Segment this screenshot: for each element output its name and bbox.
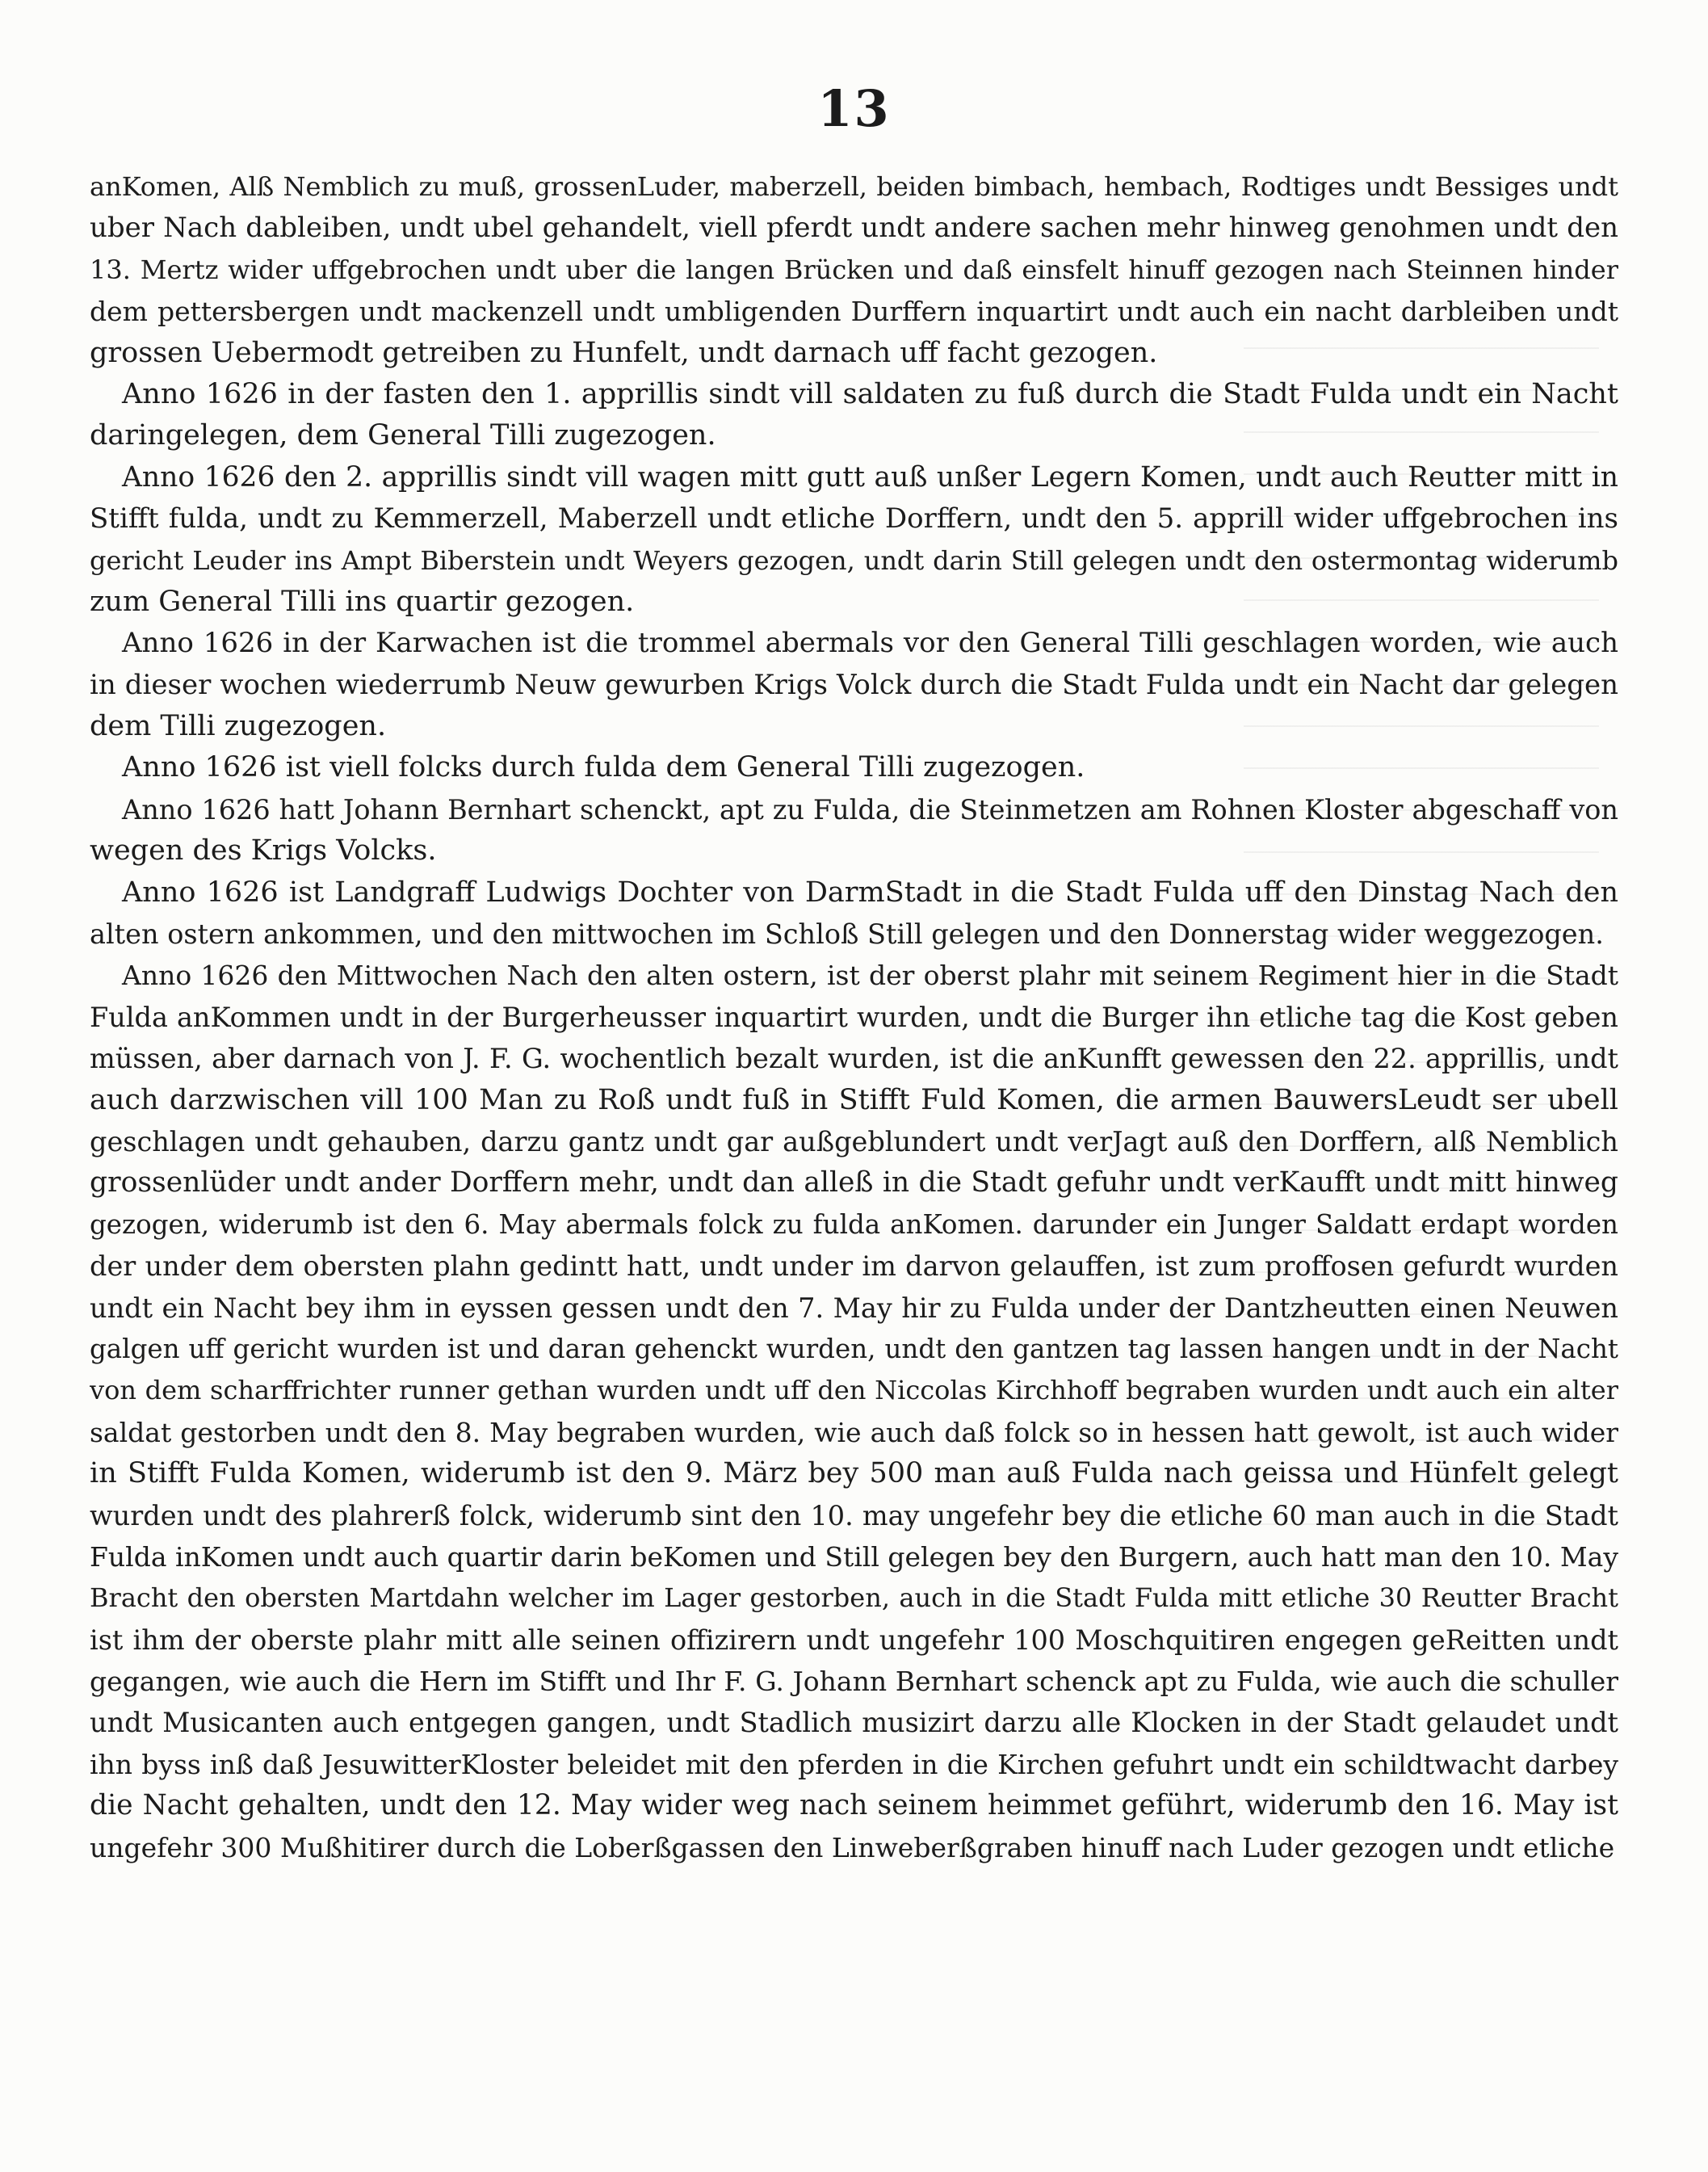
paragraph [90,166,1618,374]
text-line: uber Nach dableiben, undt ubel gehandelt, viell pferdt undt andere sachen mehr hinweg genohmen undt den [90,212,1618,245]
paragraph [90,955,1618,1868]
text-line: grossenlüder undt ander Dorffern mehr, undt dan alleß in die Stadt gefuhr undt verKaufft undt mitt hinweg [90,1166,1618,1199]
text-line: undt Musicanten auch entgegen gangen, undt Stadlich musizirt darzu alle Klocken in der Stadt gelaudet undt [90,1707,1618,1739]
text-line: gericht Leuder ins Ampt Biberstein undt Weyers gezogen, undt darin Still gelegen undt den ostermontag widerumb [90,544,1618,576]
paragraph [90,374,1618,457]
text-line: wegen des Krigs Volcks. [90,834,437,868]
text-line: zum General Tilli ins quartir gezogen. [90,585,635,618]
paragraph [90,623,1618,747]
text-line: Fulda inKomen undt auch quartir darin beKomen und Still gelegen bey den Burgern, auch hatt man den 10. May [90,1540,1618,1573]
text-line: Anno 1626 ist Landgraff Ludwigs Dochter von DarmStadt in die Stadt Fulda uff den Dinstag Nach den [122,876,1618,909]
text-line: geschlagen undt gehauben, darzu gantz undt gar außgeblundert undt verJagt auß den Dorffern, alß Nemblich [90,1125,1618,1157]
text-line: anKomen, Alß Nemblich zu muß, grossenLuder, maberzell, beiden bimbach, hembach, Rodtiges undt Bessiges undt [90,171,1618,202]
text-line: dem pettersbergen undt mackenzell undt umbligenden Durffern inquartirt undt auch ein nacht darbleiben undt [90,296,1618,328]
text-line: daringelegen, dem General Tilli zugezogen. [90,419,716,452]
text-line: 13. Mertz wider uffgebrochen undt uber die langen Brücken und daß einsfelt hinuff gezogen nach Steinnen hinder [90,254,1618,285]
text-line: Anno 1626 in der fasten den 1. apprillis sindt vill saldaten zu fuß durch die Stadt Fulda undt ein Nacht [122,377,1618,410]
paragraph [90,872,1618,956]
text-line: ist ihm der oberste plahr mitt alle seinen offizirern undt ungefehr 100 Moschquitiren engegen geReitten undt [90,1624,1618,1656]
text-line: gegangen, wie auch die Hern im Stifft und Ihr F. G. Johann Bernhart schenck apt zu Fulda, wie auch die schuller [90,1666,1618,1698]
text-line: müssen, aber darnach von J. F. G. wochentlich bezalt wurden, ist die anKunfft gewessen den 22. apprillis, undt [90,1043,1618,1075]
text-line: Stifft fulda, undt zu Kemmerzell, Maberzell undt etliche Dorffern, undt den 5. apprill wider uffgebrochen ins [90,502,1618,536]
text-line: galgen uff gericht wurden ist und daran gehenckt wurden, undt den gantzen tag lassen hangen undt in der Nacht [90,1333,1618,1364]
text-line: Anno 1626 hatt Johann Bernhart schenckt, apt zu Fulda, die Steinmetzen am Rohnen Kloster abgeschaff von [122,793,1618,826]
text-line: in dieser wochen wiederrumb Neuw gewurben Krigs Volck durch die Stadt Fulda undt ein Nacht dar gelegen [90,668,1618,701]
text-line: ungefehr 300 Mußhitirer durch die Loberßgassen den Linweberßgraben hinuff nach Luder gezogen undt etliche [90,1831,1615,1863]
text-line: von dem scharffrichter runner gethan wurden undt uff den Niccolas Kirchhoff begraben wurden undt auch ein alter [90,1375,1618,1406]
text-line: auch darzwischen vill 100 Man zu Roß undt fuß in Stifft Fuld Komen, die armen BauwersLeudt ser ubell [90,1083,1618,1116]
text-line: wurden undt des plahrerß folck, widerumb sint den 10. may ungefehr bey die etliche 60 man auch in die Stadt [90,1499,1618,1531]
page-number: 13 [817,79,891,138]
text-line: Anno 1626 den Mittwochen Nach den alten ostern, ist der oberst plahr mit seinem Regiment hier in die Stadt [122,960,1618,992]
text-line: dem Tilli zugezogen. [90,710,387,743]
text-line: grossen Uebermodt getreiben zu Hunfelt, undt darnach uff facht gezogen. [90,336,1158,369]
text-line: die Nacht gehalten, undt den 12. May wider weg nach seinem heimmet geführt, widerumb den 16. May ist [90,1789,1618,1822]
text-line: gezogen, widerumb ist den 6. May abermals folck zu fulda anKomen. darunder ein Junger Saldatt erdapt worden [90,1208,1618,1240]
paragraph [90,457,1618,624]
text-line: Anno 1626 in der Karwachen ist die trommel abermals vor den General Tilli geschlagen worden, wie auch [122,627,1618,660]
text-line: alten ostern ankommen, und den mittwochen im Schloß Still gelegen und den Donnerstag wider weggezogen. [90,918,1604,951]
text-line: Fulda anKommen undt in der Burgerheusser inquartirt wurden, undt die Burger ihn etliche tag die Kost geben [90,1001,1618,1033]
text-line: saldat gestorben undt den 8. May begraben wurden, wie auch daß folck so in hessen hatt gewolt, ist auch wider [90,1416,1618,1448]
text-line: Anno 1626 den 2. apprillis sindt vill wagen mitt gutt auß unßer Legern Komen, undt auch Reutter mitt in [122,460,1618,494]
text-line: in Stifft Fulda Komen, widerumb ist den 9. März bey 500 man auß Fulda nach geissa und Hünfelt gelegt [90,1457,1618,1490]
paragraph [90,747,1618,788]
body-text [90,166,1618,1868]
text-line: der under dem obersten plahn gedintt hatt, undt under im darvon gelauffen, ist zum proffosen gefurdt wurden [90,1250,1618,1283]
text-line: Bracht den obersten Martdahn welcher im Lager gestorben, auch in die Stadt Fulda mitt etliche 30 Reutter Bracht [90,1582,1618,1614]
text-line: undt ein Nacht bey ihm in eyssen gessen undt den 7. May hir zu Fulda under der Dantzheutten einen Neuwen [90,1292,1618,1324]
paragraph [90,789,1618,872]
text-line: ihn byss inß daß JesuwitterKloster beleidet mit den pferden in die Kirchen gefuhrt undt ein schildtwacht darbey [90,1748,1618,1780]
text-line: Anno 1626 ist viell folcks durch fulda dem General Tilli zugezogen. [122,751,1085,784]
